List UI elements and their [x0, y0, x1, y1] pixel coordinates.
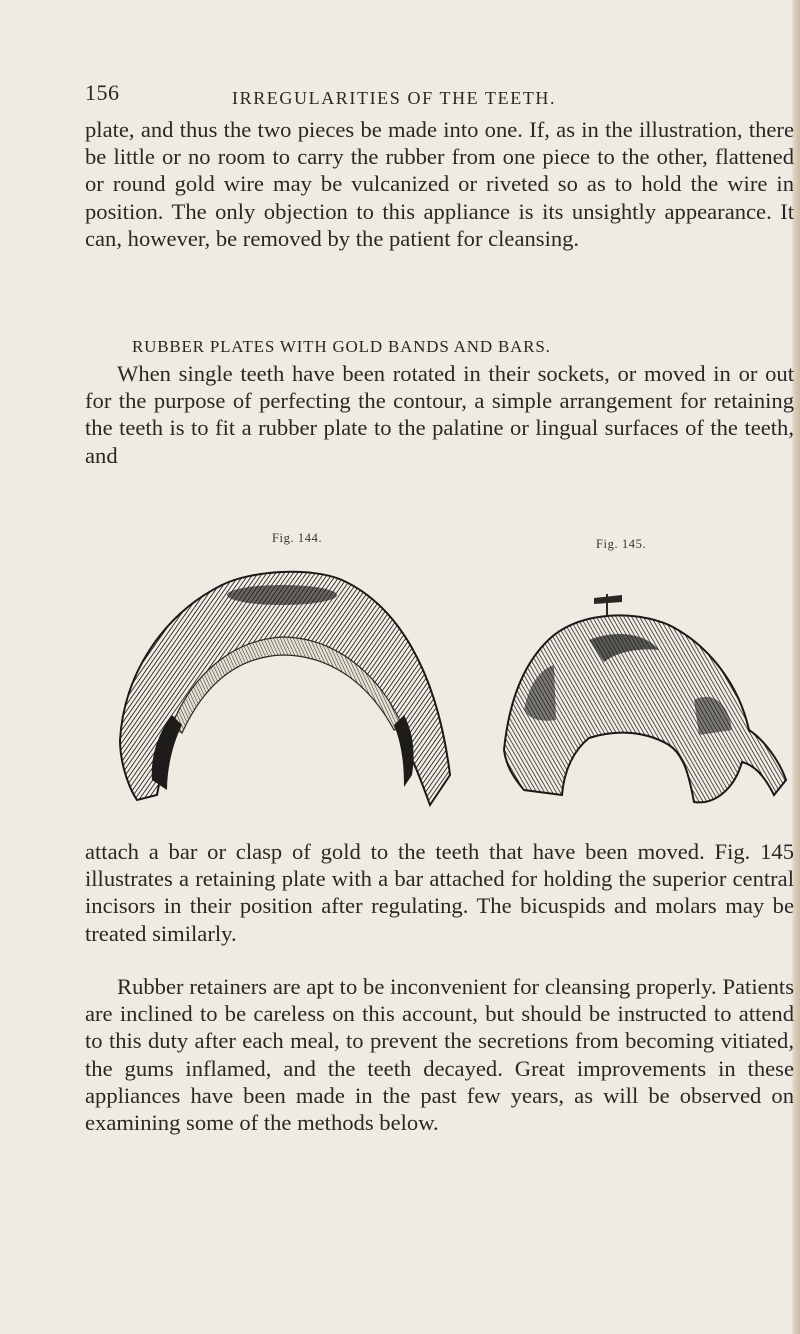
figure-145-illustration — [494, 590, 792, 810]
paragraph-3: attach a bar or clasp of gold to the teeth that have been moved. Fig. 145 illustrates a retaining plate with a bar attached for holding the superior central incisors in their position after regulating. The bicuspids and molars may be treated similarly. — [85, 839, 794, 946]
plate-outer-arch — [120, 572, 450, 805]
section-heading: RUBBER PLATES WITH GOLD BANDS AND BARS. — [132, 337, 551, 356]
paragraph-4: Rubber retainers are apt to be inconvenient for cleansing properly. Patients are inclined to be careless on this account, but should be instructed to attend to this duty after each meal, to prevent the secretions from becoming vitiated, the gums inflamed, and the teeth decayed. Great improvements in these appliances have been made in the past few years, as will be observed on examining some of the methods below. — [85, 974, 794, 1136]
paragraph-2: When single teeth have been rotated in their sockets, or moved in or out for the purpose of perfecting the contour, a simple arrangement for retaining the teeth is to fit a rubber plate to the palatine or lingual surfaces of the teeth, and — [85, 361, 794, 468]
figure-144-illustration — [112, 555, 457, 810]
running-head: IRREGULARITIES OF THE TEETH. — [232, 88, 557, 108]
figure-144-caption: Fig. 144. — [272, 531, 323, 545]
page-number: 156 — [85, 80, 120, 105]
figure-145-caption: Fig. 145. — [596, 537, 647, 551]
paragraph-1: plate, and thus the two pieces be made into one. If, as in the illustration, there be little or no room to carry the rubber from one piece to the other, flattened or round gold wire may be vulcanized or riveted so as to hold the wire in position. The only objection to this appliance is its unsightly appearance. It can, however, be removed by the patient for cleansing. — [85, 117, 794, 251]
